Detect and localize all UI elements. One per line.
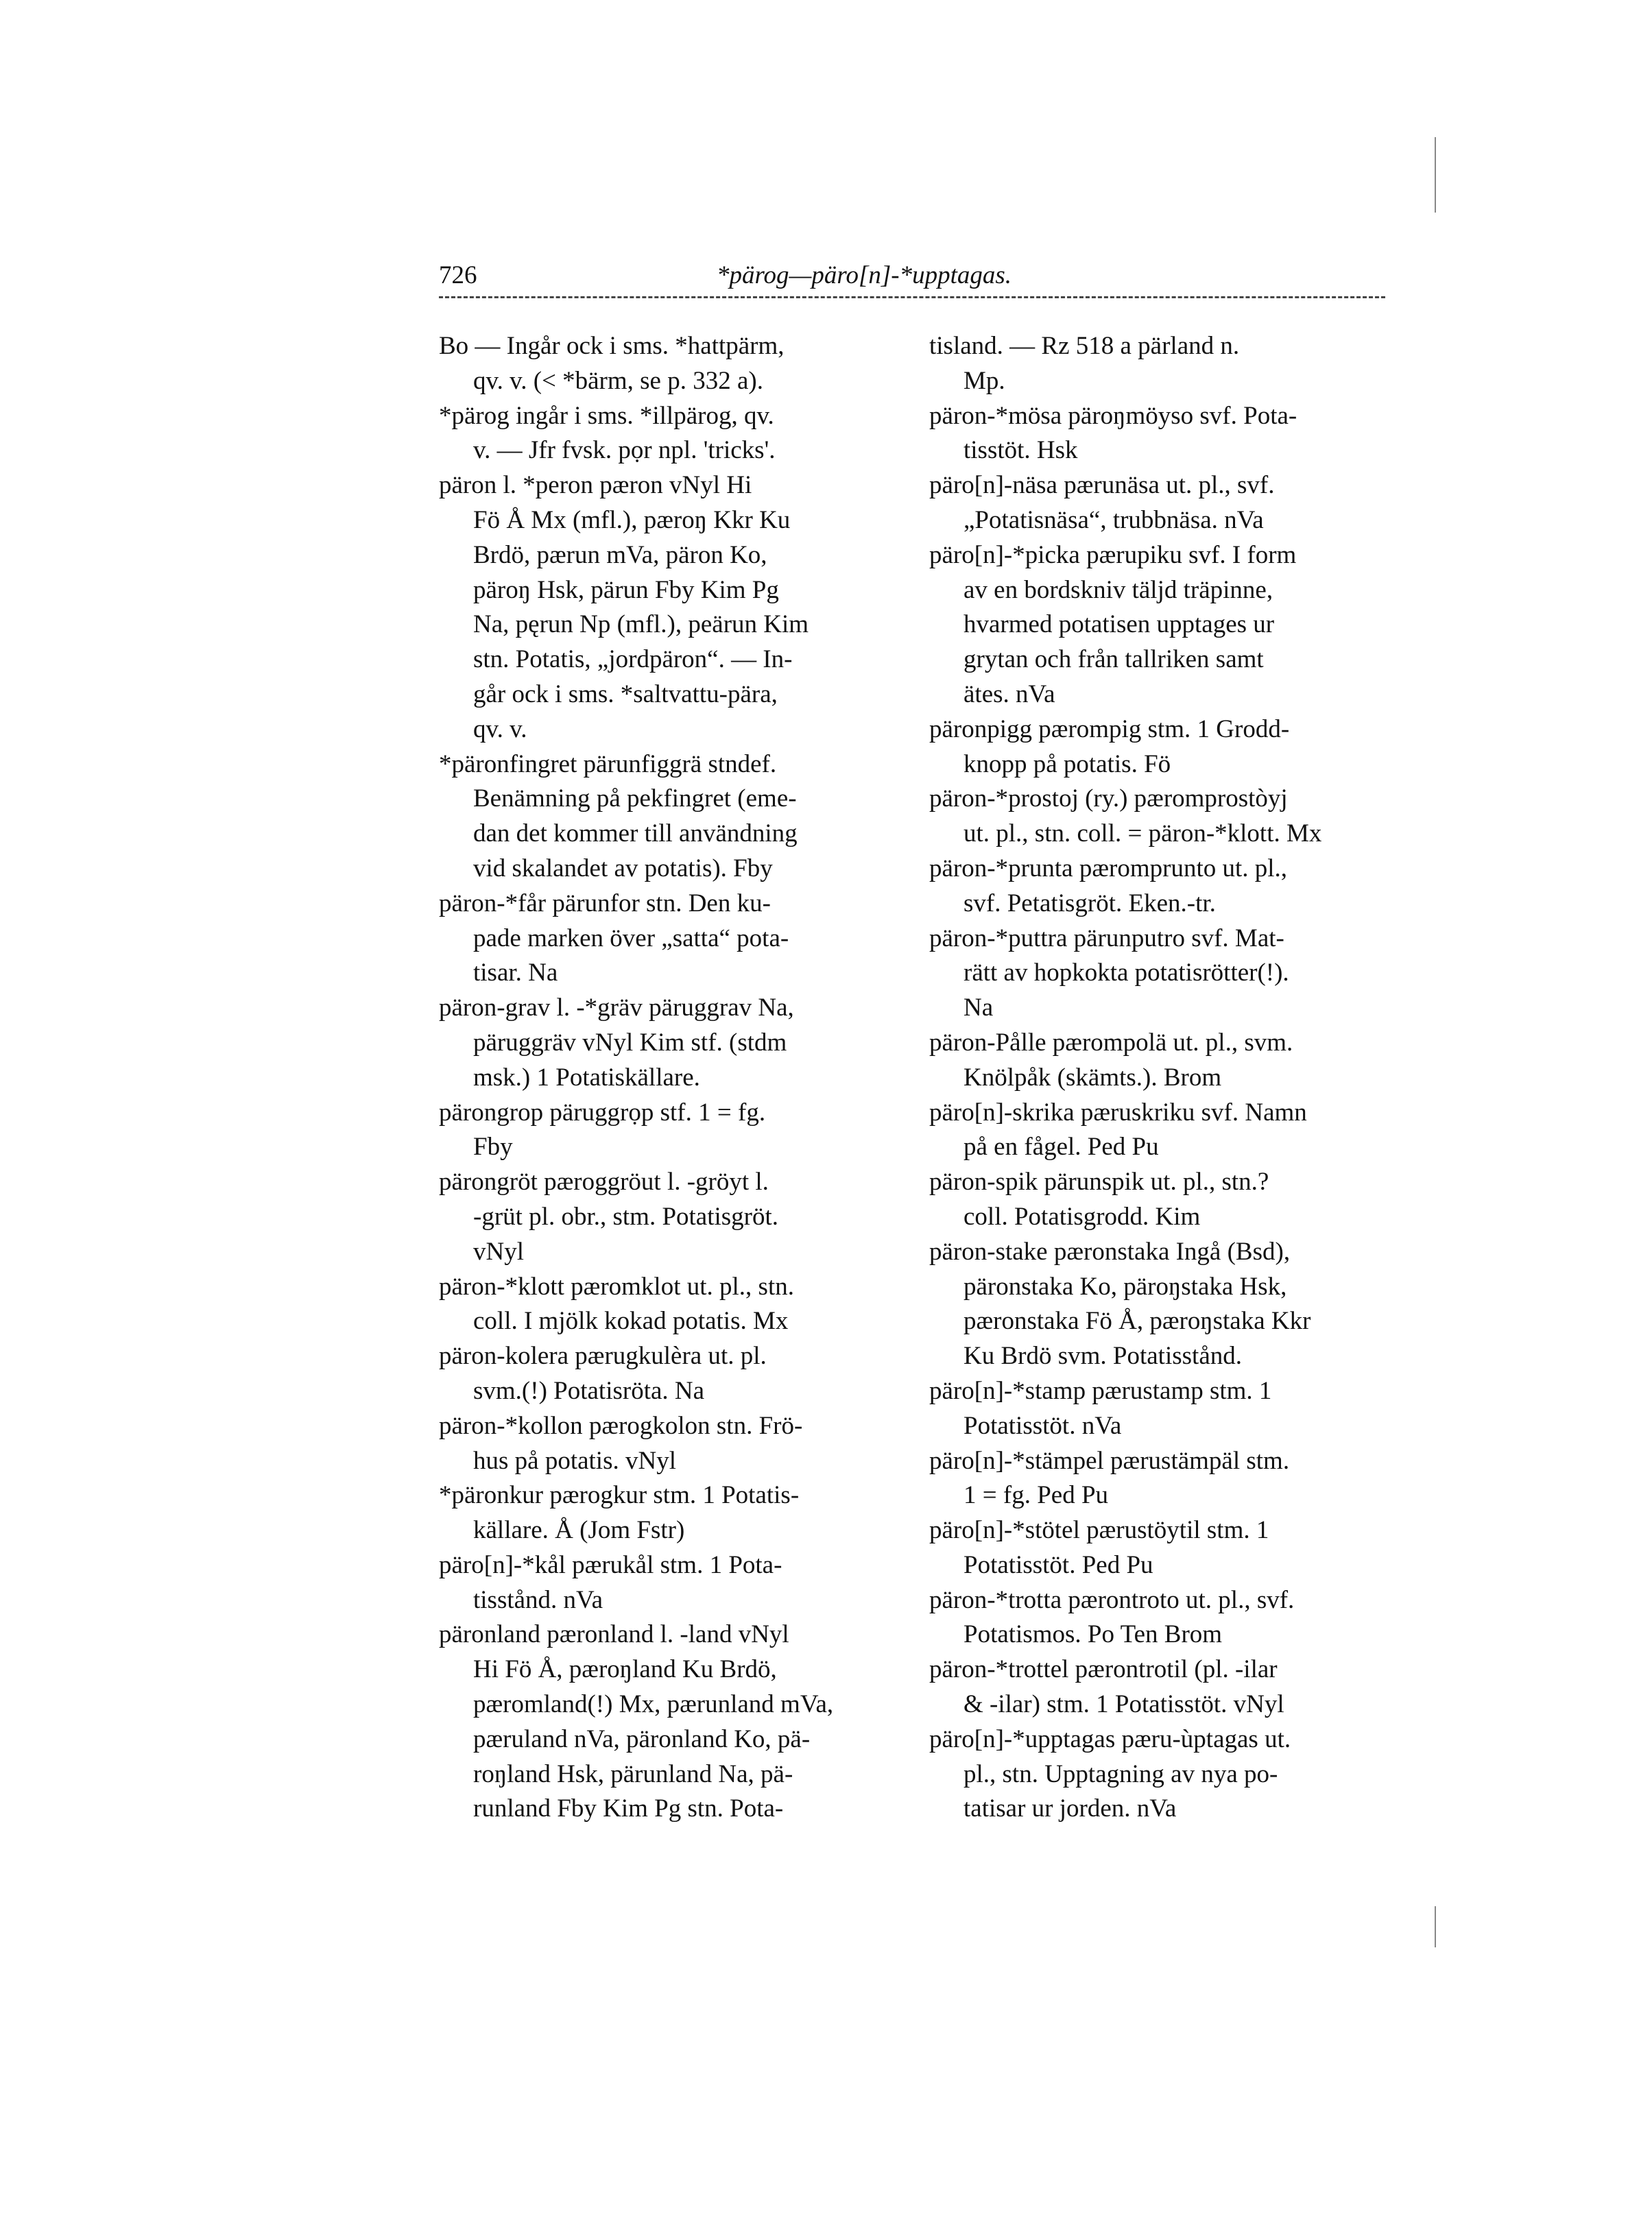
entry-headline: päro[n]-*kål pærukål stm. 1 Pota- — [439, 1550, 782, 1579]
entry-continuation-line: källare. Å (Jom Fstr) — [473, 1516, 685, 1545]
header-rule — [439, 296, 1385, 298]
entry-headline: päron-*kollon pærogkolon stn. Frö- — [439, 1411, 803, 1440]
dictionary-entry — [929, 468, 1396, 538]
entry-continuation-line: & -ilar) stm. 1 Potatisstöt. vNyl — [963, 1690, 1284, 1719]
entry-continuation-line: päronstaka Ko, päroŋstaka Hsk, — [963, 1272, 1287, 1301]
entry-headline: päro[n]-*stämpel pærustämpäl stm. — [929, 1446, 1290, 1475]
entry-continuation-line: vid skalandet av potatis). Fby — [473, 854, 773, 882]
entry-continuation-line: Knölpåk (skämts.). Brom — [963, 1063, 1222, 1092]
entry-continuation-line: tisar. Na — [473, 959, 558, 987]
entry-continuation-line: Brdö, pærun mVa, päron Ko, — [473, 540, 767, 569]
right-column — [929, 329, 1396, 1827]
entry-continuation-line: grytan och från tallriken samt — [963, 645, 1264, 674]
entry-continuation-line: Potatisstöt. Ped Pu — [963, 1550, 1153, 1579]
entry-headline: päro[n]-*picka pærupiku svf. I form — [929, 540, 1297, 569]
entry-continuation-line: „Potatisnäsa“, trubbnäsa. nVa — [963, 505, 1264, 534]
entry-continuation-line: coll. I mjölk kokad potatis. Mx — [473, 1307, 789, 1336]
entry-headline: päron-*får pärunfor stn. Den ku- — [439, 889, 771, 917]
entry-continuation-line: stn. Potatis, „jordpäron“. — In- — [473, 645, 793, 674]
dictionary-entry — [439, 329, 905, 399]
dictionary-entry — [439, 1618, 905, 1827]
entry-headline: *päronfingret pärunfiggrä stndef. — [439, 749, 777, 778]
entry-continuation-line: rätt av hopkokta potatisrötter(!). — [963, 959, 1289, 987]
entry-continuation-line: päruggräv vNyl Kim stf. (stdm — [473, 1028, 787, 1057]
entry-headline: *päronkur pærogkur stm. 1 Potatis- — [439, 1481, 800, 1510]
dictionary-entry — [929, 399, 1396, 469]
dictionary-entry — [929, 1444, 1396, 1514]
entry-continuation-line: Fby — [473, 1133, 513, 1162]
entry-continuation-line: qv. v. — [473, 714, 527, 743]
entry-continuation-line: Hi Fö Å, pæroŋland Ku Brdö, — [473, 1655, 777, 1684]
dictionary-entry — [439, 747, 905, 887]
dictionary-entry — [929, 1583, 1396, 1653]
dictionary-entry — [929, 538, 1396, 712]
dictionary-entry — [439, 887, 905, 991]
entry-headline: päron-grav l. -*gräv päruggrav Na, — [439, 994, 794, 1022]
dictionary-entry — [439, 1339, 905, 1409]
entry-continuation-line: qv. v. (< *bärm, se p. 332 a). — [473, 366, 763, 395]
entry-headline: päron-stake pæronstaka Ingå (Bsd), — [929, 1237, 1291, 1266]
dictionary-entry — [439, 1270, 905, 1340]
dictionary-entry — [439, 1096, 905, 1166]
entry-continuation-line: Ku Brdö svm. Potatisstånd. — [963, 1342, 1242, 1371]
dictionary-entry — [439, 468, 905, 747]
dictionary-entry — [439, 1548, 905, 1618]
entry-continuation-line: dan det kommer till användning — [473, 819, 798, 848]
dictionary-entry — [439, 991, 905, 1095]
entry-continuation-line: -grüt pl. obr., stm. Potatisgröt. — [473, 1202, 779, 1231]
entry-continuation-line: runland Fby Kim Pg stn. Pota- — [473, 1794, 784, 1823]
entry-continuation-line: msk.) 1 Potatiskällare. — [473, 1063, 700, 1092]
entry-headline: Bo — Ingår ock i sms. *hattpärm, — [439, 332, 785, 360]
entry-headline: tisland. — Rz 518 a pärland n. — [929, 332, 1240, 360]
dictionary-entry — [929, 1722, 1396, 1827]
entry-headline: päro[n]-näsa pærunäsa ut. pl., svf. — [929, 471, 1275, 500]
entry-continuation-line: pade marken över „satta“ pota- — [473, 924, 789, 952]
dictionary-entry — [439, 1165, 905, 1269]
entry-continuation-line: svf. Petatisgröt. Eken.-tr. — [963, 889, 1216, 917]
entry-continuation-line: Na, pęrun Np (mfl.), peärun Kim — [473, 610, 809, 639]
dictionary-entry — [929, 1096, 1396, 1166]
entry-continuation-line: Fö Å Mx (mfl.), pæroŋ Kkr Ku — [473, 505, 791, 534]
entry-headline: päron-*puttra pärunputro svf. Mat- — [929, 924, 1284, 952]
dictionary-entry — [439, 399, 905, 469]
entry-continuation-line: pl., stn. Upptagning av nya po- — [963, 1759, 1278, 1788]
entry-headline: päro[n]-*stamp pærustamp stm. 1 — [929, 1376, 1272, 1405]
page-number: 726 — [439, 261, 477, 289]
entry-continuation-line: Na — [963, 994, 994, 1022]
entry-headline: päro[n]-skrika pæruskriku svf. Namn — [929, 1098, 1307, 1127]
entry-continuation-line: av en bordskniv täljd träpinne, — [963, 575, 1273, 604]
dictionary-entry — [929, 712, 1396, 782]
dictionary-entry — [929, 329, 1396, 399]
dictionary-entry — [929, 1026, 1396, 1096]
entry-continuation-line: 1 = fg. Ped Pu — [963, 1481, 1109, 1510]
entry-headline: päron-*klott pæromklot ut. pl., stn. — [439, 1272, 794, 1301]
entry-continuation-line: svm.(!) Potatisröta. Na — [473, 1376, 705, 1405]
running-head: *pärog—päro[n]-*upptagas. — [717, 261, 1011, 289]
entry-continuation-line: knopp på potatis. Fö — [963, 749, 1171, 778]
entry-headline: päro[n]-*stötel pærustöytil stm. 1 — [929, 1516, 1269, 1545]
dictionary-entry — [929, 1235, 1396, 1374]
entry-continuation-line: pæromland(!) Mx, pærunland mVa, — [473, 1690, 834, 1719]
entry-continuation-line: Benämning på pekfingret (eme- — [473, 784, 797, 813]
entry-headline: pärongröt pæroggröut l. -gröyt l. — [439, 1168, 769, 1197]
entry-headline: päro[n]-*upptagas pæru-ùptagas ut. — [929, 1725, 1291, 1753]
dictionary-entry — [439, 1409, 905, 1479]
left-column — [439, 329, 905, 1827]
entry-headline: *pärog ingår i sms. *illpärog, qv. — [439, 401, 774, 430]
entry-headline: päron-*prostoj (ry.) pæromprostòyj — [929, 784, 1288, 813]
entry-headline: päronpigg pærompig stm. 1 Grodd- — [929, 714, 1290, 743]
entry-continuation-line: ut. pl., stn. coll. = päron-*klott. Mx — [963, 819, 1322, 848]
entry-headline: pärongrop päruggrọp stf. 1 = fg. — [439, 1098, 766, 1127]
entry-continuation-line: på en fågel. Ped Pu — [963, 1133, 1159, 1162]
dictionary-entry — [929, 782, 1396, 852]
entry-headline: päronland pæronland l. -land vNyl — [439, 1620, 789, 1649]
page-header — [439, 259, 1385, 295]
entry-continuation-line: vNyl — [473, 1237, 524, 1266]
entry-continuation-line: tisstånd. nVa — [473, 1585, 603, 1614]
entry-continuation-line: coll. Potatisgrodd. Kim — [963, 1202, 1201, 1231]
entry-headline: päron-*trottel pærontrotil (pl. -ilar — [929, 1655, 1278, 1684]
entry-continuation-line: går ock i sms. *saltvattu-pära, — [473, 680, 778, 708]
entry-headline: päron-*prunta pæromprunto ut. pl., — [929, 854, 1288, 882]
entry-continuation-line: Potatismos. Po Ten Brom — [963, 1620, 1223, 1649]
entry-headline: päron-kolera pærugkulèra ut. pl. — [439, 1342, 767, 1371]
dictionary-entry — [929, 1513, 1396, 1583]
dictionary-entry — [439, 1478, 905, 1548]
entry-headline: päron l. *peron pæron vNyl Hi — [439, 471, 752, 500]
dictionary-entry — [929, 852, 1396, 922]
scan-edge-mark — [1435, 137, 1436, 213]
dictionary-entry — [929, 1374, 1396, 1444]
entry-continuation-line: pæruland nVa, päronland Ko, pä- — [473, 1725, 811, 1753]
entry-continuation-line: päroŋ Hsk, pärun Fby Kim Pg — [473, 575, 779, 604]
entry-continuation-line: Potatisstöt. nVa — [963, 1411, 1122, 1440]
dictionary-entry — [929, 922, 1396, 1026]
entry-continuation-line: v. — Jfr fvsk. pọr npl. 'tricks'. — [473, 436, 776, 465]
entry-continuation-line: Mp. — [963, 366, 1005, 395]
entry-continuation-line: roŋland Hsk, pärunland Na, pä- — [473, 1759, 793, 1788]
entry-headline: päron-spik pärunspik ut. pl., stn.? — [929, 1168, 1269, 1197]
entry-continuation-line: pæronstaka Fö Å, pæroŋstaka Kkr — [963, 1307, 1311, 1336]
entry-continuation-line: ätes. nVa — [963, 680, 1055, 708]
scan-edge-mark — [1435, 1906, 1436, 1947]
entry-continuation-line: tisstöt. Hsk — [963, 436, 1078, 465]
entry-continuation-line: hvarmed potatisen upptages ur — [963, 610, 1275, 639]
dictionary-entry — [929, 1653, 1396, 1722]
entry-continuation-line: tatisar ur jorden. nVa — [963, 1794, 1177, 1823]
entry-headline: päron-*mösa päroŋmöyso svf. Pota- — [929, 401, 1297, 430]
entry-continuation-line: hus på potatis. vNyl — [473, 1446, 676, 1475]
entry-headline: päron-*trotta pærontroto ut. pl., svf. — [929, 1585, 1295, 1614]
dictionary-entry — [929, 1165, 1396, 1235]
entry-headline: päron-Pålle pærompolä ut. pl., svm. — [929, 1028, 1293, 1057]
